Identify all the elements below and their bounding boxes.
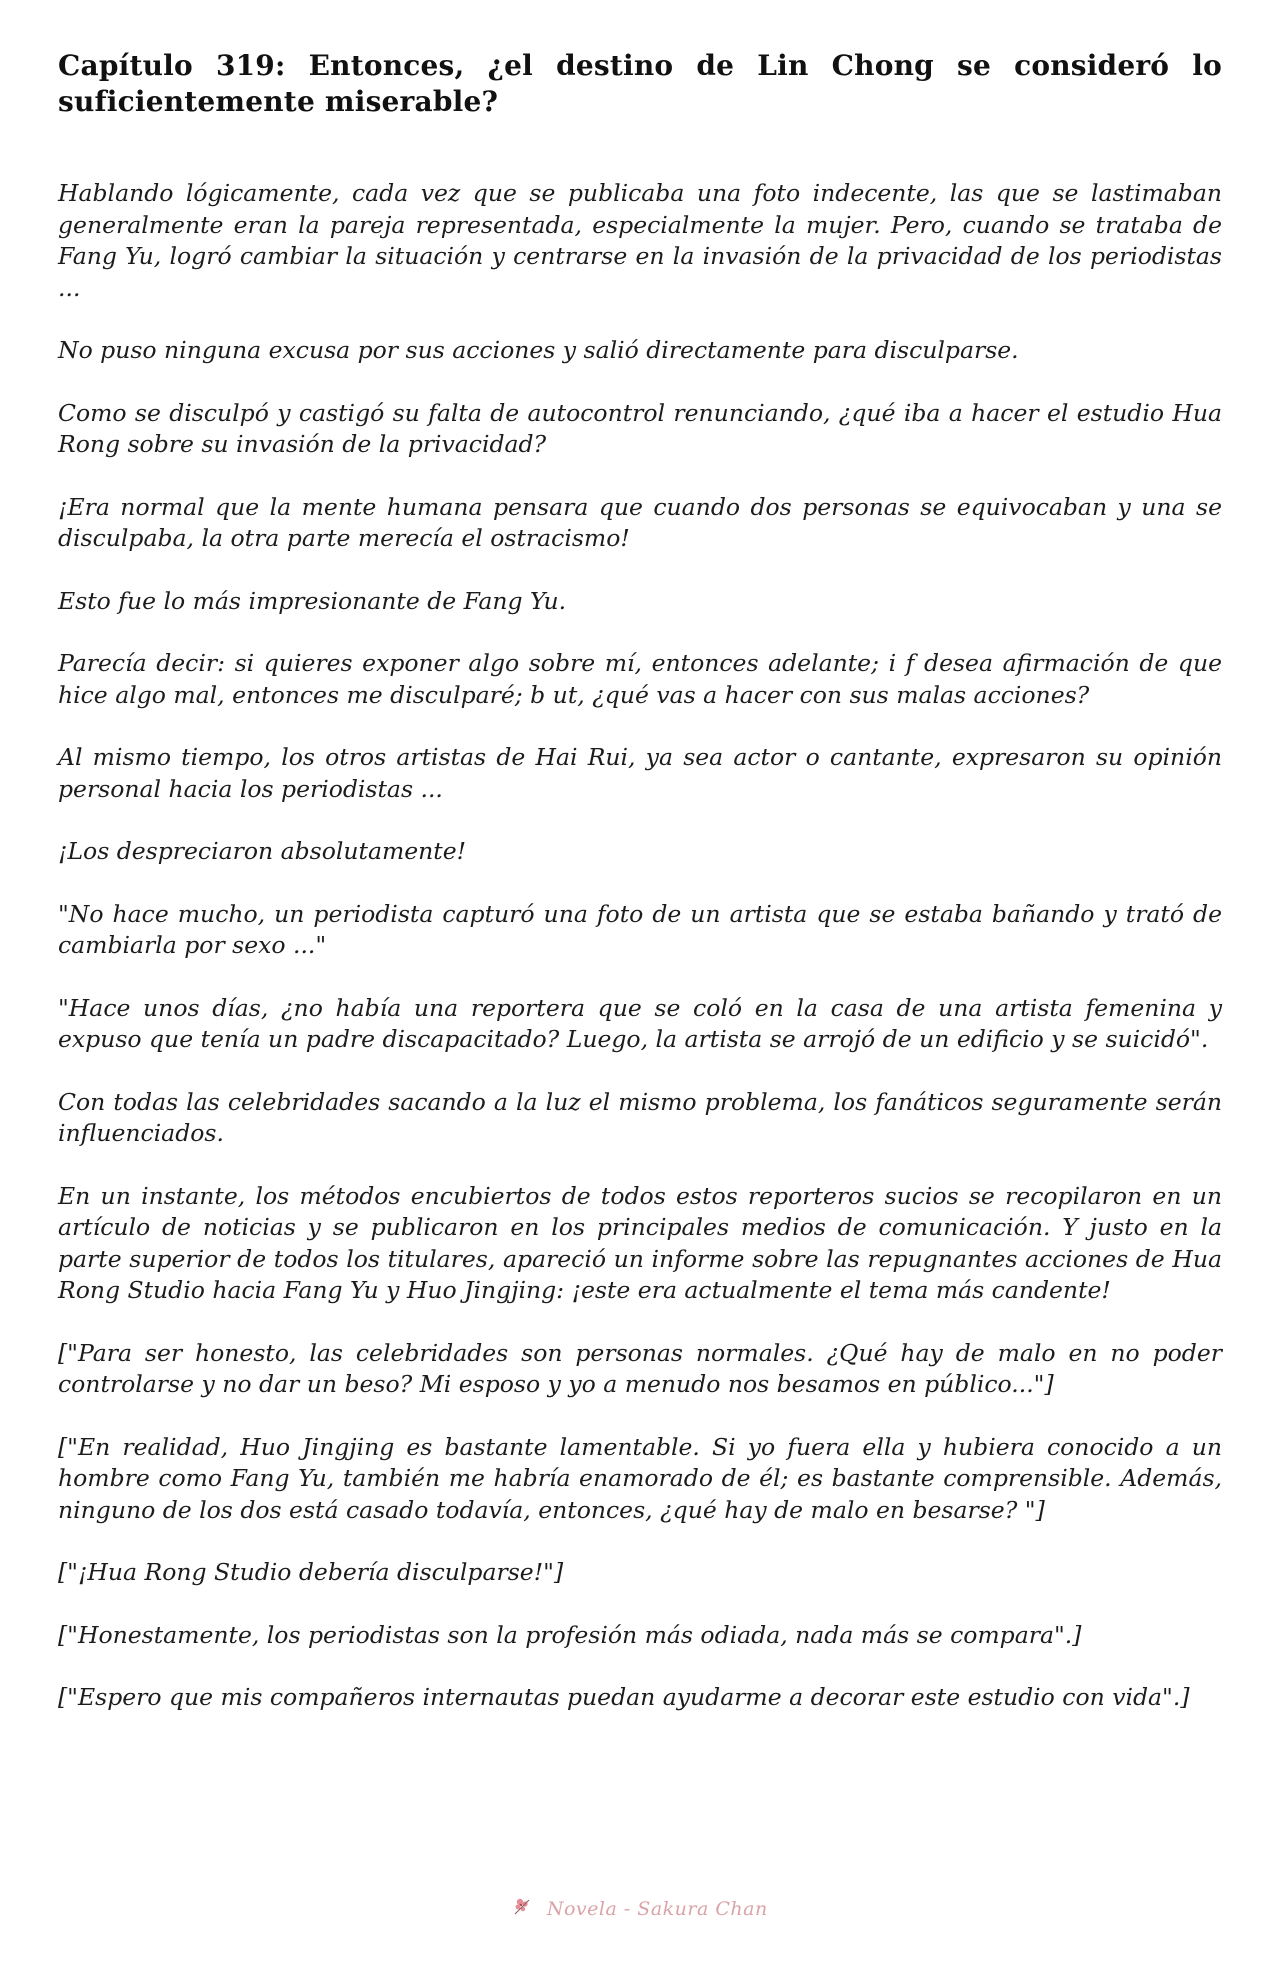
paragraph: "Hace unos días, ¿no había una reportera que se coló en la casa de una artista femenina y expuso que tenía un padre discapacitado? Luego, la artista se arrojó de un edificio y se suicidó". [58, 993, 1222, 1053]
paragraph: ["¡Hua Rong Studio debería disculparse!"] [58, 1558, 564, 1586]
paragraph: ¡Era normal que la mente humana pensara que cuando dos personas se equivocaban y una se disculpaba, la otra parte merecía el ostracismo! [58, 492, 1222, 552]
watermark-text: Novela - Sakura Chan [546, 1898, 768, 1920]
paragraph: Como se disculpó y castigó su falta de autocontrol renunciando, ¿qué iba a hacer el estudio Hua Rong sobre su invasión de la privacidad? [58, 398, 1222, 458]
paragraph: ["Espero que mis compañeros internautas puedan ayudarme a decorar este estudio con vida".] [58, 1683, 1190, 1711]
watermark [0, 1896, 1280, 1920]
paragraph: Con todas las celebridades sacando a la luz el mismo problema, los fanáticos seguramente serán influenciados. [58, 1087, 1222, 1147]
paragraph: Al mismo tiempo, los otros artistas de Hai Rui, ya sea actor o cantante, expresaron su opinión personal hacia los periodistas ... [58, 743, 1222, 803]
sakura-blossom-icon [512, 1896, 534, 1918]
chapter-page [58, 48, 1222, 1745]
chapter-title: Capítulo 319: Entonces, ¿el destino de Lin Chong se consideró lo suficientemente miserable? [58, 49, 1222, 118]
paragraph: ["Para ser honesto, las celebridades son personas normales. ¿Qué hay de malo en no poder controlarse y no dar un beso? Mi esposo y yo a menudo nos besamos en público..."] [58, 1338, 1222, 1398]
paragraph: ["Honestamente, los periodistas son la profesión más odiada, nada más se compara".] [58, 1620, 1082, 1649]
paragraph: Esto fue lo más impresionante de Fang Yu. [58, 586, 567, 615]
paragraph: No puso ninguna excusa por sus acciones y salió directamente para disculparse. [58, 336, 1019, 364]
paragraph: Hablando lógicamente, cada vez que se publicaba una foto indecente, las que se lastimaban generalmente eran la pareja representada, especialmente la mujer. Pero, cuando se trataba de Fang Yu, logró cambiar la situación y centrarse en la invasión de la privacidad de los periodistas ... [58, 179, 1222, 302]
paragraph: ["En realidad, Huo Jingjing es bastante lamentable. Si yo fuera ella y hubiera conocido a un hombre como Fang Yu, también me habría enamorado de él; es bastante comprensible. Además, ninguno de los dos está casado todavía, entonces, ¿qué hay de malo en besarse? "] [58, 1432, 1222, 1524]
paragraph: En un instante, los métodos encubiertos de todos estos reporteros sucios se recopilaron en un artículo de noticias y se publicaron en los principales medios de comunicación. Y justo en la parte superior de todos los titulares, apareció un informe sobre las repugnantes acciones de Hua Rong Studio hacia Fang Yu y Huo Jingjing: ¡este era actualmente el tema más candente! [58, 1181, 1222, 1304]
paragraph: Parecía decir: si quieres exponer algo sobre mí, entonces adelante; i f desea afirmación de que hice algo mal, entonces me disculparé; b ut, ¿qué vas a hacer con sus malas acciones? [58, 649, 1222, 709]
paragraph: ¡Los despreciaron absolutamente! [58, 837, 467, 865]
paragraph: "No hace mucho, un periodista capturó una foto de un artista que se estaba bañando y trató de cambiarla por sexo ..." [58, 899, 1222, 959]
